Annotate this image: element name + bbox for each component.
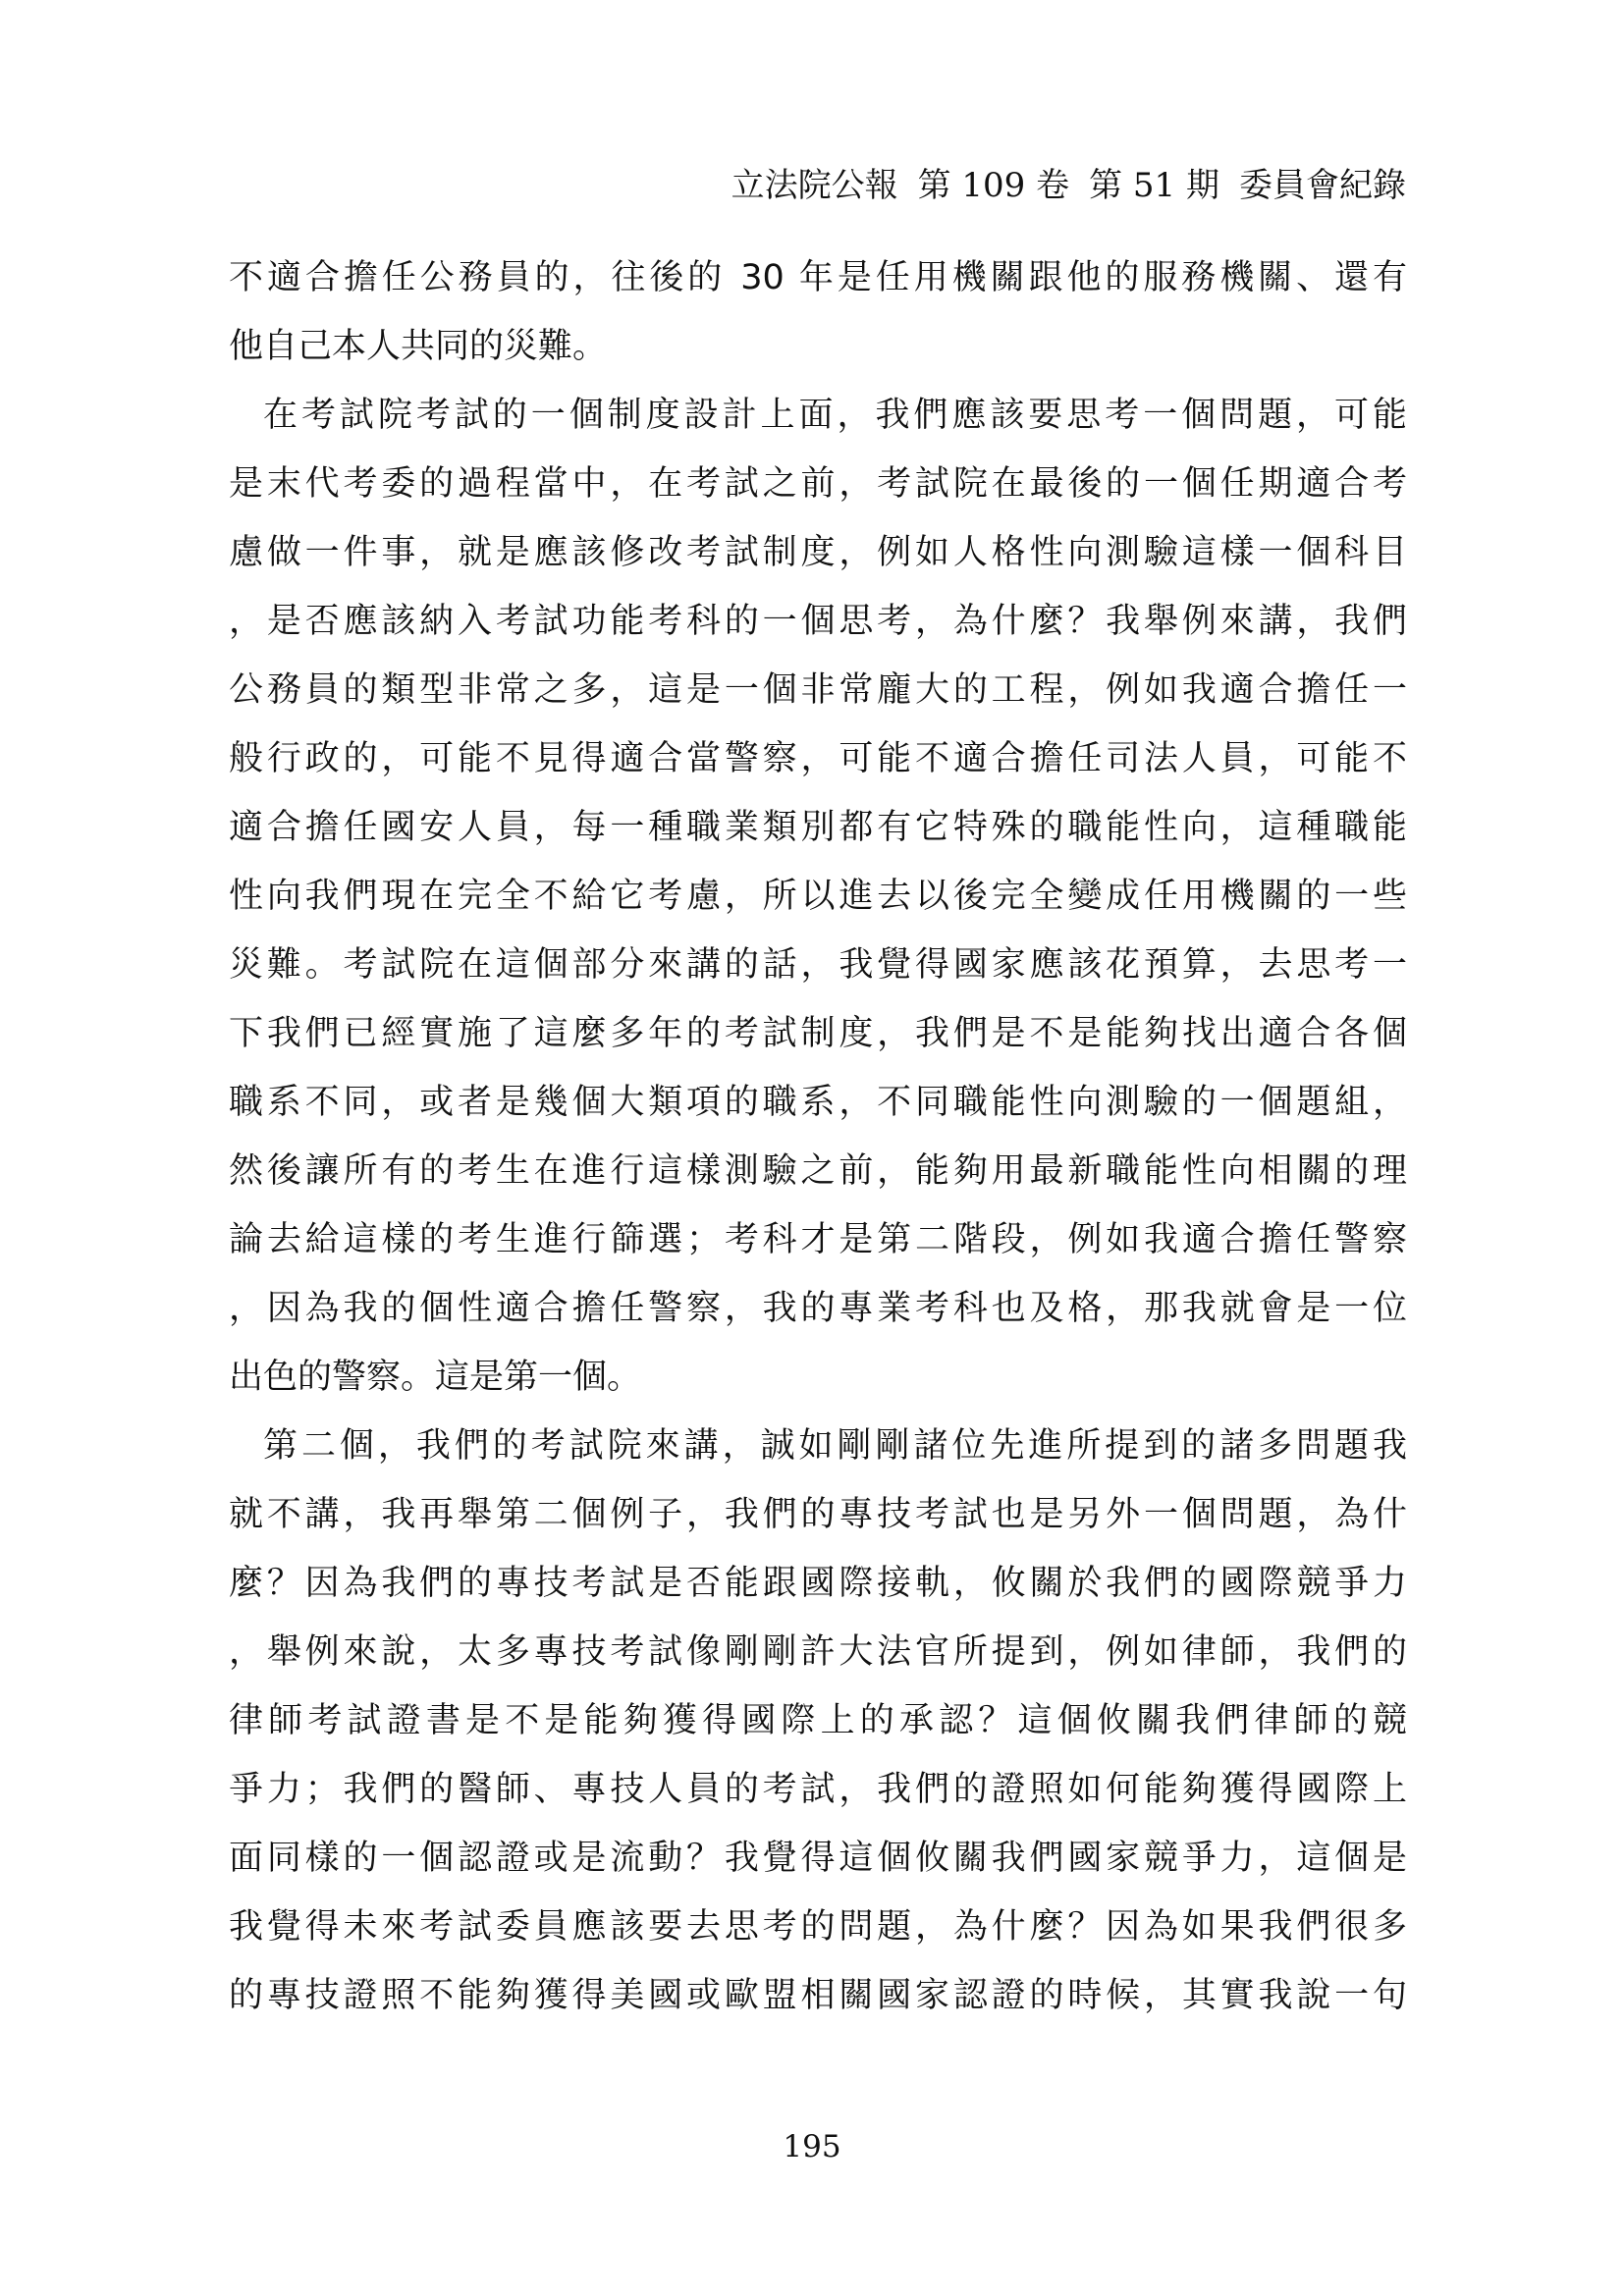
text-line: ，舉例來說，太多專技考試像剛剛許大法官所提到，例如律師，我們的: [229, 1632, 1407, 1672]
text-line: 下我們已經實施了這麼多年的考試制度，我們是不是能夠找出適合各個: [229, 1014, 1407, 1053]
text-line: 不適合擔任公務員的，往後的 30 年是任用機關跟他的服務機關、還有: [229, 258, 1407, 297]
body-text: [229, 243, 1407, 2030]
text-line: 的專技證照不能夠獲得美國或歐盟相關國家認證的時候，其實我說一句: [229, 1976, 1407, 2015]
page-number: 195: [783, 2129, 841, 2164]
text-line: 適合擔任國安人員，每一種職業類別都有它特殊的職能性向，這種職能: [229, 808, 1407, 847]
text-line: 般行政的，可能不見得適合當警察，可能不適合擔任司法人員，可能不: [229, 739, 1407, 778]
text-line: 論去給這樣的考生進行篩選；考科才是第二階段，例如我適合擔任警察: [229, 1220, 1407, 1259]
running-header: [731, 166, 1406, 205]
text-line: 第二個，我們的考試院來講，誠如剛剛諸位先進所提到的諸多問題我: [263, 1426, 1407, 1466]
text-line: 在考試院考試的一個制度設計上面，我們應該要思考一個問題，可能: [263, 396, 1407, 435]
text-line: 律師考試證書是不是能夠獲得國際上的承認？這個攸關我們律師的競: [229, 1701, 1407, 1740]
header-publication: 立法院公報: [731, 166, 898, 205]
text-line: 面同樣的一個認證或是流動？我覺得這個攸關我們國家競爭力，這個是: [229, 1839, 1407, 1878]
text-line: 他自己本人共同的災難。: [229, 327, 608, 366]
text-line: ，因為我的個性適合擔任警察，我的專業考科也及格，那我就會是一位: [229, 1289, 1407, 1328]
header-section: 委員會紀錄: [1239, 166, 1406, 205]
text-line: 然後讓所有的考生在進行這樣測驗之前，能夠用最新職能性向相關的理: [229, 1151, 1407, 1191]
text-line: 職系不同，或者是幾個大類項的職系，不同職能性向測驗的一個題組，: [229, 1083, 1407, 1122]
text-line: 就不講，我再舉第二個例子，我們的專技考試也是另外一個問題，為什: [229, 1495, 1407, 1534]
text-line: 麼？因為我們的專技考試是否能跟國際接軌，攸關於我們的國際競爭力: [229, 1564, 1407, 1603]
text-line: 出色的警察。這是第一個。: [229, 1358, 642, 1397]
text-line: 性向我們現在完全不給它考慮，所以進去以後完全變成任用機關的一些: [229, 877, 1407, 916]
text-line: 是末代考委的過程當中，在考試之前，考試院在最後的一個任期適合考: [229, 464, 1407, 504]
header-volume: 第 109 卷: [917, 166, 1070, 205]
text-line: 慮做一件事，就是應該修改考試制度，例如人格性向測驗這樣一個科目: [229, 533, 1407, 572]
text-line: 災難。考試院在這個部分來講的話，我覺得國家應該花預算，去思考一: [229, 945, 1407, 985]
header-issue: 第 51 期: [1089, 166, 1219, 205]
text-line: ，是否應該納入考試功能考科的一個思考，為什麼？我舉例來講，我們: [229, 602, 1407, 641]
text-line: 爭力；我們的醫師、專技人員的考試，我們的證照如何能夠獲得國際上: [229, 1770, 1407, 1809]
text-line: 我覺得未來考試委員應該要去思考的問題，為什麼？因為如果我們很多: [229, 1907, 1407, 1947]
text-line: 公務員的類型非常之多，這是一個非常龐大的工程，例如我適合擔任一: [229, 670, 1407, 710]
